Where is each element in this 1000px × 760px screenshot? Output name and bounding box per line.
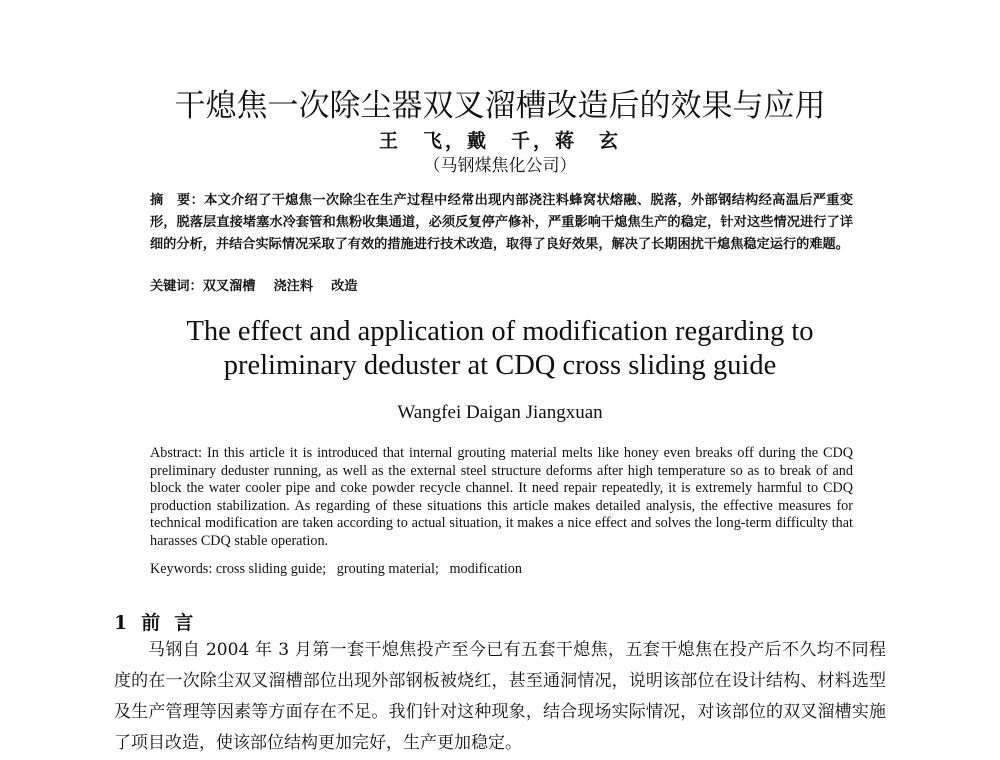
english-title-line: preliminary deduster at CDQ cross sliding guide xyxy=(223,350,777,381)
section-paragraph: 马钢自 2004 年 3 月第一套干熄焦投产至今已有五套干熄焦，五套干熄焦在投产后不久均不同程度的在一次除尘双叉溜槽部位出现外部钢板被烧红，甚至通洞情况，说明该部位在设计结构、材料选型及生产管理等因素等方面存在不足。我们针对这种现象，结合现场实际情况，对该部位的双叉溜槽实施了项目改造，使该部位结构更加完好，生产更加稳定。 xyxy=(114,640,886,753)
chinese-keyword: 双叉溜槽 xyxy=(202,279,256,294)
english-authors: Wangfei Daigan Jiangxuan xyxy=(397,402,603,423)
english-title-line: The effect and application of modification regarding to xyxy=(186,316,814,347)
chinese-keywords xyxy=(150,277,853,297)
english-abstract: Abstract: In this article it is introduced that internal grouting material melts like honey even breaks off during the CDQ preliminary deduster running, as well as the external steel structure deforms after high temperature so as to break of and block the water cooler pipe and coke powder recycle channel. It need repair repeatedly, it is extremely harmful to CDQ production stabilization. As regarding of these situations this article makes detailed analysis, the effective measures for technical modification are taken according to actual situation, it makes a nice effect and solves the long-term difficulty that harasses CDQ stable operation. xyxy=(150,445,853,549)
english-keyword: modification xyxy=(449,561,522,577)
english-keywords-label: Keywords: xyxy=(150,561,213,577)
chinese-abstract-label: 摘 要： xyxy=(150,193,205,208)
chinese-keyword: 浇注料 xyxy=(273,279,314,294)
chinese-abstract-text: 本文介绍了干熄焦一次除尘在生产过程中经常出现内部浇注料蜂窝状熔融、脱落，外部钢结构经高温后严重变形，脱落层直接堵塞水冷套管和焦粉收集通道，必须反复停产修补，严重影响干熄焦生产的稳定，针对这些情况进行了详细的分析，并结合实际情况采取了有效的措施进行技术改造，取得了良好效果，解决了长期困扰干熄焦稳定运行的难题。 xyxy=(150,193,854,252)
section-heading xyxy=(114,608,207,635)
section-number: 1 xyxy=(114,612,128,634)
chinese-abstract xyxy=(150,190,853,256)
english-keywords xyxy=(150,561,853,578)
english-keyword: cross sliding guide; xyxy=(215,561,327,577)
chinese-authors: 王 飞，戴 千，蒋 玄 xyxy=(378,130,621,152)
english-keyword: grouting material; xyxy=(336,561,439,577)
chinese-keywords-label: 关键词： xyxy=(150,279,203,294)
chinese-affiliation: （马钢煤焦化公司） xyxy=(423,156,577,176)
english-title xyxy=(0,315,1000,383)
section-title: 前言 xyxy=(141,612,208,634)
chinese-title: 干熄焦一次除尘器双叉溜槽改造后的效果与应用 xyxy=(174,88,826,124)
chinese-keyword: 改造 xyxy=(331,279,358,294)
